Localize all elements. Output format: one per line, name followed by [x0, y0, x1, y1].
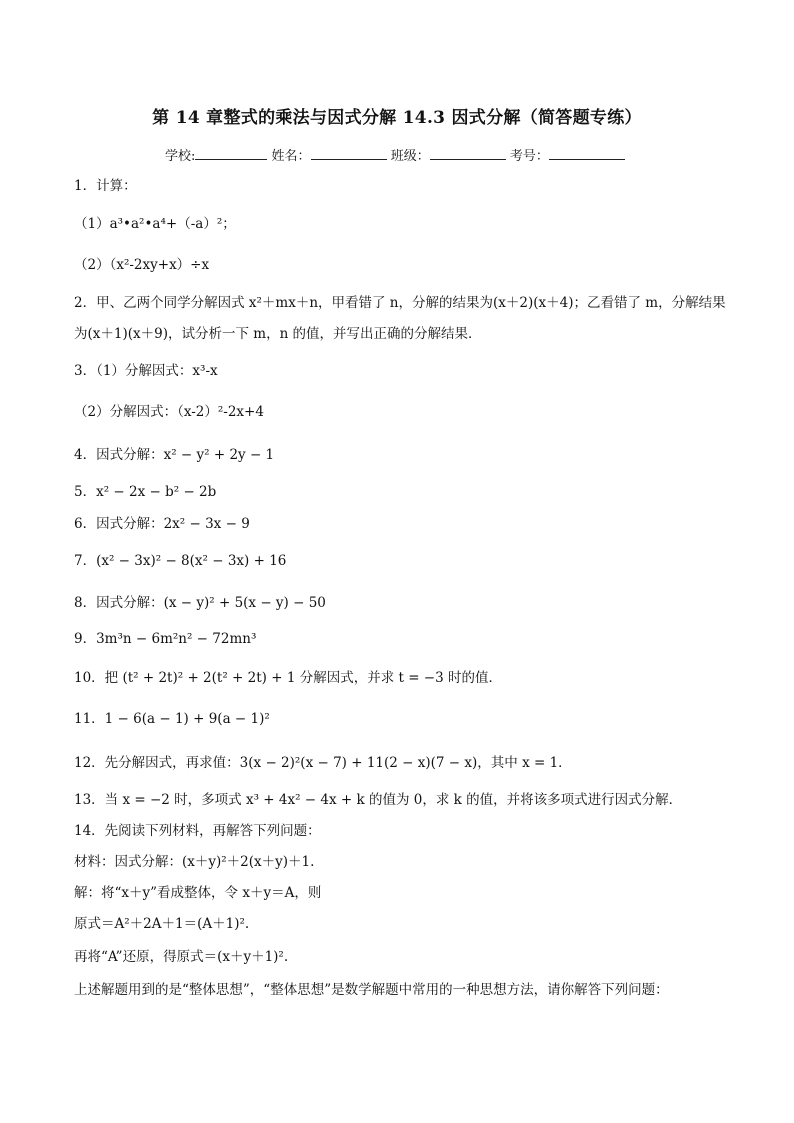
question-1-heading: 1．计算： — [74, 178, 137, 194]
name-blank[interactable] — [311, 147, 387, 160]
question-2-line-2: 为(x＋1)(x＋9)，试分析一下 m，n 的值，并写出正确的分解结果． — [74, 326, 482, 342]
question-8: 8．因式分解：(x − y)² + 5(x − y) − 50 — [74, 595, 326, 611]
student-info-row — [165, 145, 625, 164]
question-4: 4．因式分解：x² − y² + 2y − 1 — [74, 447, 275, 463]
question-1-part-1: （1）a³•a²•a⁴+（-a）²； — [74, 216, 236, 232]
exam-number-label: 考号： — [509, 149, 549, 164]
question-10: 10．把 (t² + 2t)² + 2(t² + 2t) + 1 分解因式，并求 t = −3 时的值． — [74, 670, 502, 686]
question-9: 9．3m³n − 6m²n² − 72mn³ — [74, 631, 257, 647]
question-11: 11．1 − 6(a − 1) + 9(a − 1)² — [74, 711, 270, 727]
name-label: 姓名： — [271, 149, 311, 164]
question-12: 12．先分解因式，再求值：3(x − 2)²(x − 7) + 11(2 − x)(7 − x)，其中 x = 1． — [74, 755, 572, 771]
question-7: 7．(x² − 3x)² − 8(x² − 3x) + 16 — [74, 553, 287, 569]
question-14-material: 材料：因式分解：(x＋y)²＋2(x＋y)＋1. — [74, 854, 315, 870]
exam-number-blank[interactable] — [549, 147, 625, 160]
page-title: 第 14 章整式的乘法与因式分解 14.3 因式分解（简答题专练） — [152, 108, 642, 128]
question-14-solution-step-3: 再将“A”还原，得原式＝(x＋y＋1)². — [74, 949, 289, 965]
class-label: 班级： — [390, 149, 430, 164]
question-3-part-1: 3．（1）分解因式：x³-x — [74, 363, 218, 379]
school-label: 学校: — [165, 149, 196, 164]
question-14-instruction: 上述解题用到的是“整体思想”，“整体思想”是数学解题中常用的一种思想方法，请你解答下列问题： — [74, 982, 669, 998]
question-2-line-1: 2．甲、乙两个同学分解因式 x²＋mx＋n，甲看错了 n，分解的结果为(x＋2)(x＋4)；乙看错了 m，分解结果 — [74, 295, 726, 311]
question-5: 5．x² − 2x − b² − 2b — [74, 484, 217, 500]
class-blank[interactable] — [430, 147, 506, 160]
question-1-part-2: （2）（x²-2xy+x）÷x — [74, 257, 210, 273]
question-14-heading: 14．先阅读下列材料，再解答下列问题： — [74, 823, 321, 839]
school-blank[interactable] — [195, 147, 267, 160]
question-6: 6．因式分解：2x² − 3x − 9 — [74, 516, 250, 532]
question-3-part-2: （2）分解因式：（x-2）²-2x+4 — [74, 404, 264, 420]
question-13: 13．当 x = −2 时，多项式 x³ + 4x² − 4x + k 的值为 0，求 k 的值，并将该多项式进行因式分解． — [74, 792, 683, 808]
question-14-solution-step-2: 原式＝A²＋2A＋1＝(A＋1)². — [74, 916, 250, 932]
question-14-solution-step-1: 解：将“x＋y”看成整体，令 x＋y＝A，则 — [74, 885, 322, 901]
